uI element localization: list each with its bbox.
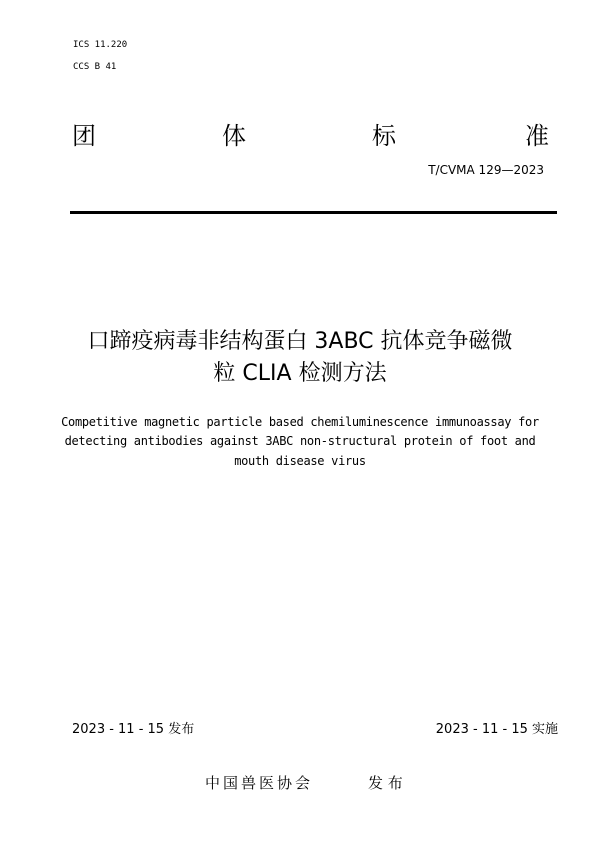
- title-en-line: mouth disease virus: [234, 454, 366, 468]
- standard-kind-char: 准: [525, 122, 549, 150]
- title-en-line: detecting antibodies against 3ABC non-structural protein of foot and: [64, 434, 536, 448]
- standard-number: T/CVMA 129—2023: [428, 163, 544, 177]
- title-cn-line: 口蹄疫病毒非结构蛋白 3ABC 抗体竞争磁微: [87, 329, 513, 354]
- implement-date: 2023 - 11 - 15 实施: [435, 722, 558, 737]
- standard-kind-char: 标: [372, 122, 396, 150]
- divider-rule: [70, 211, 557, 214]
- standard-kind-char: 团: [72, 122, 96, 150]
- ics-code: ICS 11.220: [73, 40, 128, 50]
- standard-kind-char: 体: [222, 122, 246, 150]
- title-cn-line: 粒 CLIA 检测方法: [213, 361, 387, 386]
- publish-label: 发 布: [368, 774, 403, 792]
- publisher: 中国兽医协会: [205, 774, 314, 792]
- ccs-code: CCS B 41: [73, 62, 117, 72]
- title-en-line: Competitive magnetic particle based chemiluminescence immunoassay for: [61, 415, 539, 429]
- issue-date: 2023 - 11 - 15 发布: [72, 722, 195, 737]
